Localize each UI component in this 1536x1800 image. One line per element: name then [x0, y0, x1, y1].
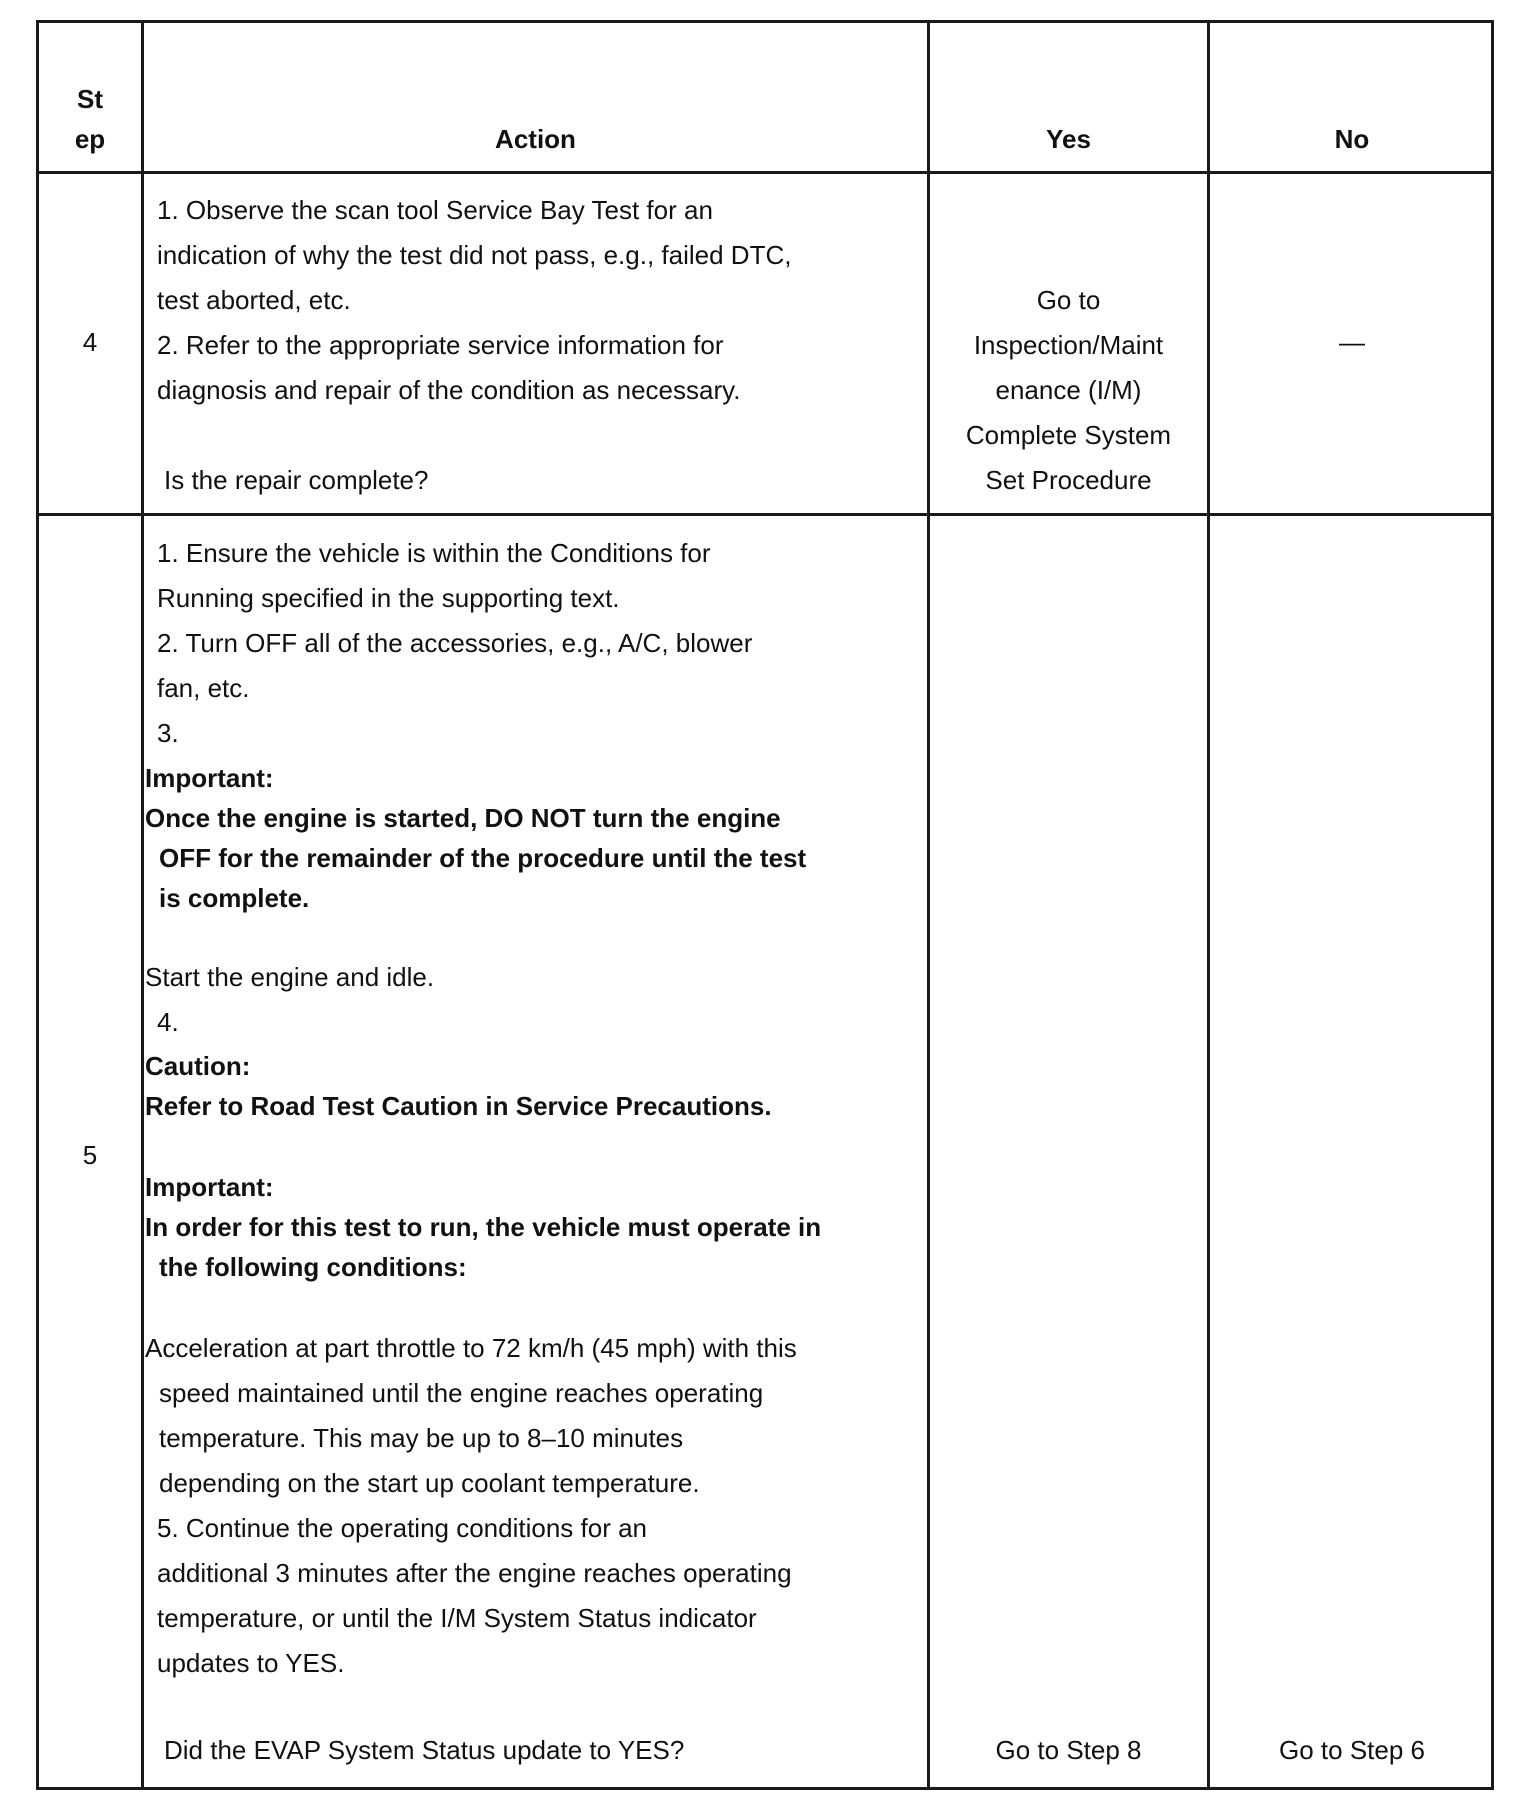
- header-divider: [39, 171, 1491, 174]
- row-4-yes-line: Set Procedure: [985, 465, 1152, 495]
- row-5-action-line: 5. Continue the operating conditions for an: [157, 1513, 648, 1543]
- row-5-action-line: depending on the start up coolant temperature.: [159, 1468, 700, 1498]
- header-no: No: [1334, 124, 1370, 154]
- header-yes: Yes: [1046, 124, 1091, 154]
- row-5-action-line: additional 3 minutes after the engine reaches operating: [157, 1558, 792, 1588]
- important-text: In order for this test to run, the vehicle must operate in: [145, 1212, 822, 1242]
- row-4-question: Is the repair complete?: [164, 465, 429, 495]
- row-divider: [39, 513, 1491, 516]
- row-5-action-line: temperature. This may be up to 8–10 minutes: [159, 1423, 684, 1453]
- row-5-action-line: 1. Ensure the vehicle is within the Conditions for: [157, 538, 711, 568]
- row-5-yes: Go to Step 8: [995, 1735, 1142, 1765]
- row-4-yes-line: Complete System: [965, 420, 1172, 450]
- row-4-yes-line: Go to: [1036, 285, 1101, 315]
- diagnostic-table: [36, 20, 1494, 1790]
- important-text: is complete.: [159, 883, 310, 913]
- row-4-action-line: 1. Observe the scan tool Service Bay Test for an: [157, 195, 713, 225]
- important-text: Once the engine is started, DO NOT turn the engine: [145, 803, 781, 833]
- row-5-no: Go to Step 6: [1279, 1735, 1425, 1765]
- row-4-no: —: [1339, 327, 1365, 357]
- row-4-yes-line: enance (I/M): [995, 375, 1142, 405]
- row-4-action: [157, 188, 791, 413]
- important-label: Important:: [145, 1172, 274, 1202]
- important-label: Important:: [145, 763, 274, 793]
- row-5-action-line: Start the engine and idle.: [145, 962, 435, 992]
- row-4-yes: [930, 278, 1207, 503]
- row-5-action-line: updates to YES.: [157, 1648, 345, 1678]
- important-text: OFF for the remainder of the procedure until the test: [159, 843, 807, 873]
- row-5-action-line: temperature, or until the I/M System Status indicator: [157, 1603, 757, 1633]
- row-4-action-line: test aborted, etc.: [157, 285, 351, 315]
- important-text: the following conditions:: [159, 1252, 467, 1282]
- header-step-line1: St: [77, 84, 103, 114]
- row-4-action-line: 2. Refer to the appropriate service information for: [157, 330, 724, 360]
- row-4-action-line: diagnosis and repair of the condition as necessary.: [157, 375, 741, 405]
- header-step: [39, 79, 141, 159]
- row-5-action-line: Running specified in the supporting text.: [157, 583, 620, 613]
- row-5-action-line: fan, etc.: [157, 673, 250, 703]
- row-5-action-line: 2. Turn OFF all of the accessories, e.g., A/C, blower: [157, 628, 753, 658]
- row-4-action-line: indication of why the test did not pass, e.g., failed DTC,: [157, 240, 792, 270]
- row-5-action-line: Acceleration at part throttle to 72 km/h (45 mph) with this: [145, 1333, 797, 1363]
- row-5-action-line: speed maintained until the engine reaches operating: [159, 1378, 764, 1408]
- row-5-action-line: 3.: [157, 718, 179, 748]
- row-4-yes-line: Inspection/Maint: [973, 330, 1164, 360]
- caution-label: Caution:: [145, 1051, 251, 1081]
- row-5-action-line: 4.: [157, 1007, 179, 1037]
- caution-text: Refer to Road Test Caution in Service Precautions.: [145, 1091, 772, 1121]
- row-4-step: 4: [82, 327, 98, 357]
- column-divider-yes: [1207, 23, 1210, 1787]
- header-step-line2: ep: [74, 124, 106, 154]
- column-divider-step: [141, 23, 144, 1787]
- header-action: Action: [495, 124, 576, 154]
- row-5-step: 5: [82, 1140, 98, 1170]
- row-5-question: Did the EVAP System Status update to YES?: [164, 1735, 685, 1765]
